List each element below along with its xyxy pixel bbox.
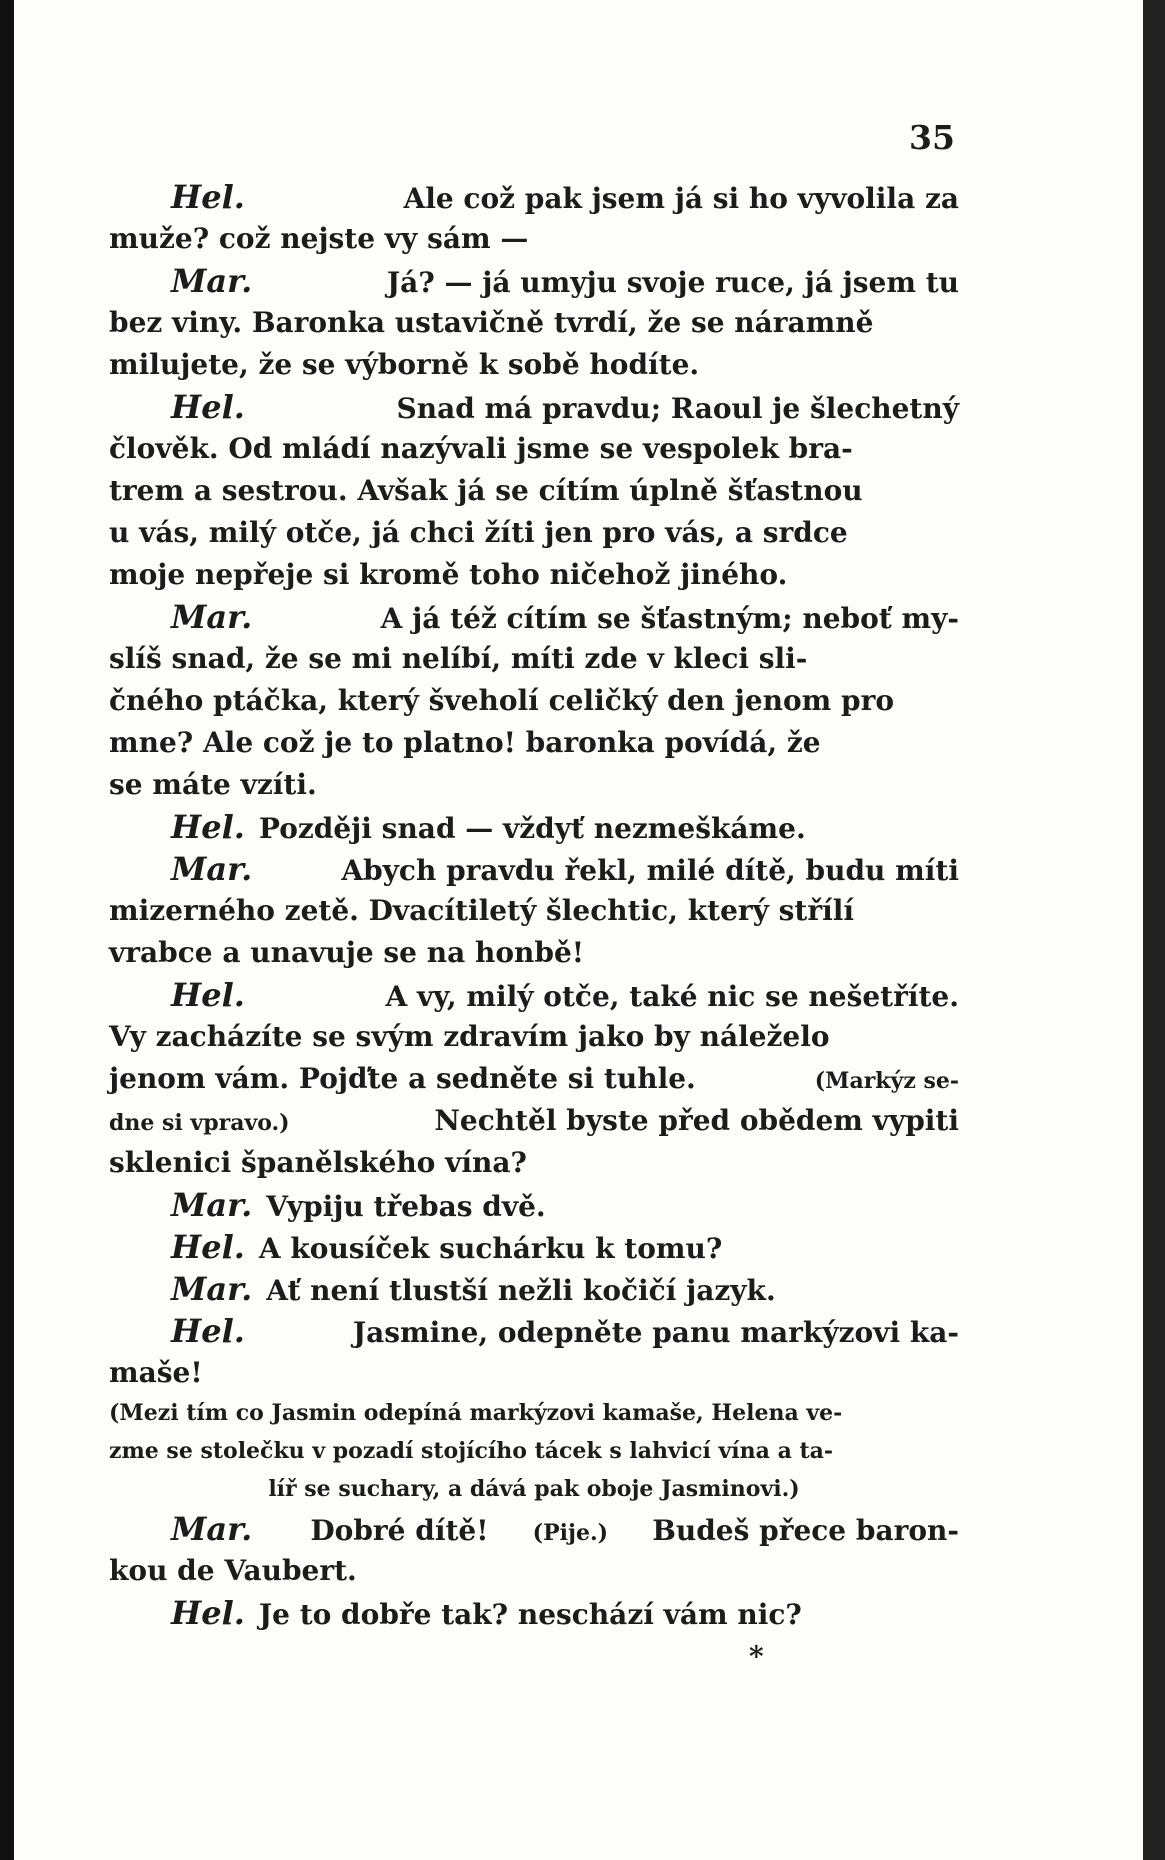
- line-text: mne? Ale což je to platno! baronka povídá, že: [109, 726, 821, 759]
- line-text: muže? což nejste vy sám —: [109, 222, 529, 255]
- line-text: Nechtěl byste před obědem vypiti: [434, 1104, 959, 1137]
- book-page: [14, 0, 1143, 1860]
- text-line: [109, 932, 959, 974]
- line-text: A já též cítím se šťastným; neboť my-: [380, 602, 959, 635]
- text-line: [109, 890, 959, 932]
- text-line: [109, 554, 959, 596]
- line-text: Vypiju třebas dvě.: [266, 1190, 546, 1223]
- text-line: [109, 1058, 959, 1100]
- speaker-label: Hel.: [171, 1228, 245, 1266]
- speaker-label: Hel.: [171, 1312, 245, 1350]
- text-line: [109, 638, 959, 680]
- text-line: [109, 428, 959, 470]
- speaker-label: Hel.: [171, 388, 245, 426]
- line-text: trem a sestrou. Avšak já se cítím úplně šťastnou: [109, 474, 863, 507]
- line-text: Budeš přece baron-: [652, 1514, 959, 1547]
- line-text: u vás, milý otče, já chci žíti jen pro vás, a srdce: [109, 516, 848, 549]
- speaker-label: Mar.: [171, 1186, 253, 1224]
- line-text: Ať není tlustší nežli kočičí jazyk.: [266, 1274, 776, 1307]
- text-line: [109, 848, 959, 890]
- line-text: se máte vzíti.: [109, 768, 317, 801]
- line-text: Abych pravdu řekl, milé dítě, budu míti: [341, 854, 959, 887]
- line-text: Snad má pravdu; Raoul je šlechetný: [396, 392, 959, 425]
- stage-direction-line: [109, 1470, 959, 1508]
- page-text: [109, 176, 959, 1634]
- line-text: bez viny. Baronka ustavičně tvrdí, že se náramně: [109, 306, 874, 339]
- line-text: maše!: [109, 1356, 203, 1389]
- text-line: [109, 1016, 959, 1058]
- text-line: [109, 1508, 959, 1550]
- line-text: milujete, že se výborně k sobě hodíte.: [109, 348, 700, 381]
- text-line: [109, 1142, 959, 1184]
- text-line: [109, 764, 959, 806]
- line-text: Já? — já umyju svoje ruce, já jsem tu: [386, 266, 959, 299]
- inline-stage-direction: dne si vpravo.): [109, 1110, 290, 1136]
- text-line: [109, 386, 959, 428]
- stage-direction-text: (Mezi tím co Jasmin odepíná markýzovi kamaše, Helena ve-: [109, 1400, 843, 1426]
- speaker-label: Mar.: [171, 262, 253, 300]
- inline-stage-direction: (Markýz se-: [814, 1068, 959, 1094]
- line-text: Je to dobře tak? neschází vám nic?: [258, 1598, 802, 1631]
- speaker-label: Hel.: [171, 808, 245, 846]
- speaker-label: Mar.: [171, 1270, 253, 1308]
- text-line: [109, 176, 959, 218]
- text-line: [109, 596, 959, 638]
- speaker-label: Mar.: [171, 850, 253, 888]
- line-text: sklenici španělského vína?: [109, 1146, 527, 1179]
- line-text: Vy zacházíte se svým zdravím jako by náleželo: [109, 1020, 830, 1053]
- text-line: [109, 470, 959, 512]
- text-line: [109, 1592, 959, 1634]
- line-text: vrabce a unavuje se na honbě!: [109, 936, 585, 969]
- book-edge-right: [1143, 0, 1165, 1860]
- book-spine-left: [0, 0, 14, 1860]
- speaker-label: Mar.: [171, 598, 253, 636]
- inline-stage-direction: (Pije.): [532, 1520, 609, 1546]
- speaker-label: Hel.: [171, 1594, 245, 1632]
- speaker-label: Hel.: [171, 178, 245, 216]
- line-text: Dobré dítě!: [310, 1514, 489, 1547]
- line-text: A kousíček suchárku k tomu?: [258, 1232, 723, 1265]
- text-line: [109, 806, 959, 848]
- stage-direction-text: líř se suchary, a dává pak oboje Jasminovi.): [268, 1476, 800, 1502]
- speaker-label: Mar.: [171, 1510, 253, 1548]
- stage-direction-text: zme se stolečku v pozadí stojícího tácek s lahvicí vína a ta-: [109, 1438, 834, 1464]
- line-text: mizerného zetě. Dvacítiletý šlechtic, který střílí: [109, 894, 855, 927]
- text-line: [109, 974, 959, 1016]
- line-text: člověk. Od mládí nazývali jsme se vespolek bra-: [109, 432, 853, 465]
- text-line: [109, 722, 959, 764]
- line-text: jenom vám. Pojďte a sedněte si tuhle.: [109, 1062, 696, 1095]
- line-text: moje nepřeje si kromě toho ničehož jiného.: [109, 558, 788, 591]
- end-asterisk: *: [749, 1640, 764, 1673]
- text-line: [109, 1352, 959, 1394]
- line-text: A vy, milý otče, také nic se nešetříte.: [385, 980, 959, 1013]
- stage-direction-line: [109, 1432, 959, 1470]
- text-line: [109, 1184, 959, 1226]
- text-line: [109, 1550, 959, 1592]
- text-line: [109, 680, 959, 722]
- line-text: Jasmine, odepněte panu markýzovi ka-: [352, 1316, 959, 1349]
- speaker-label: Hel.: [171, 976, 245, 1014]
- text-line: [109, 1226, 959, 1268]
- line-text: slíš snad, že se mi nelíbí, míti zde v kleci sli-: [109, 642, 808, 675]
- line-text: kou de Vaubert.: [109, 1554, 357, 1587]
- text-line: [109, 344, 959, 386]
- text-line: [109, 302, 959, 344]
- page-number: 35: [909, 118, 955, 157]
- text-line: [109, 1100, 959, 1142]
- text-line: [109, 512, 959, 554]
- line-text: Později snad — vždyť nezmeškáme.: [258, 812, 806, 845]
- stage-direction-line: [109, 1394, 959, 1432]
- line-text: Ale což pak jsem já si ho vyvolila za: [403, 182, 959, 215]
- line-text: čného ptáčka, který šveholí celičký den jenom pro: [109, 684, 895, 717]
- text-line: [109, 260, 959, 302]
- text-line: [109, 1268, 959, 1310]
- text-line: [109, 218, 959, 260]
- text-line: [109, 1310, 959, 1352]
